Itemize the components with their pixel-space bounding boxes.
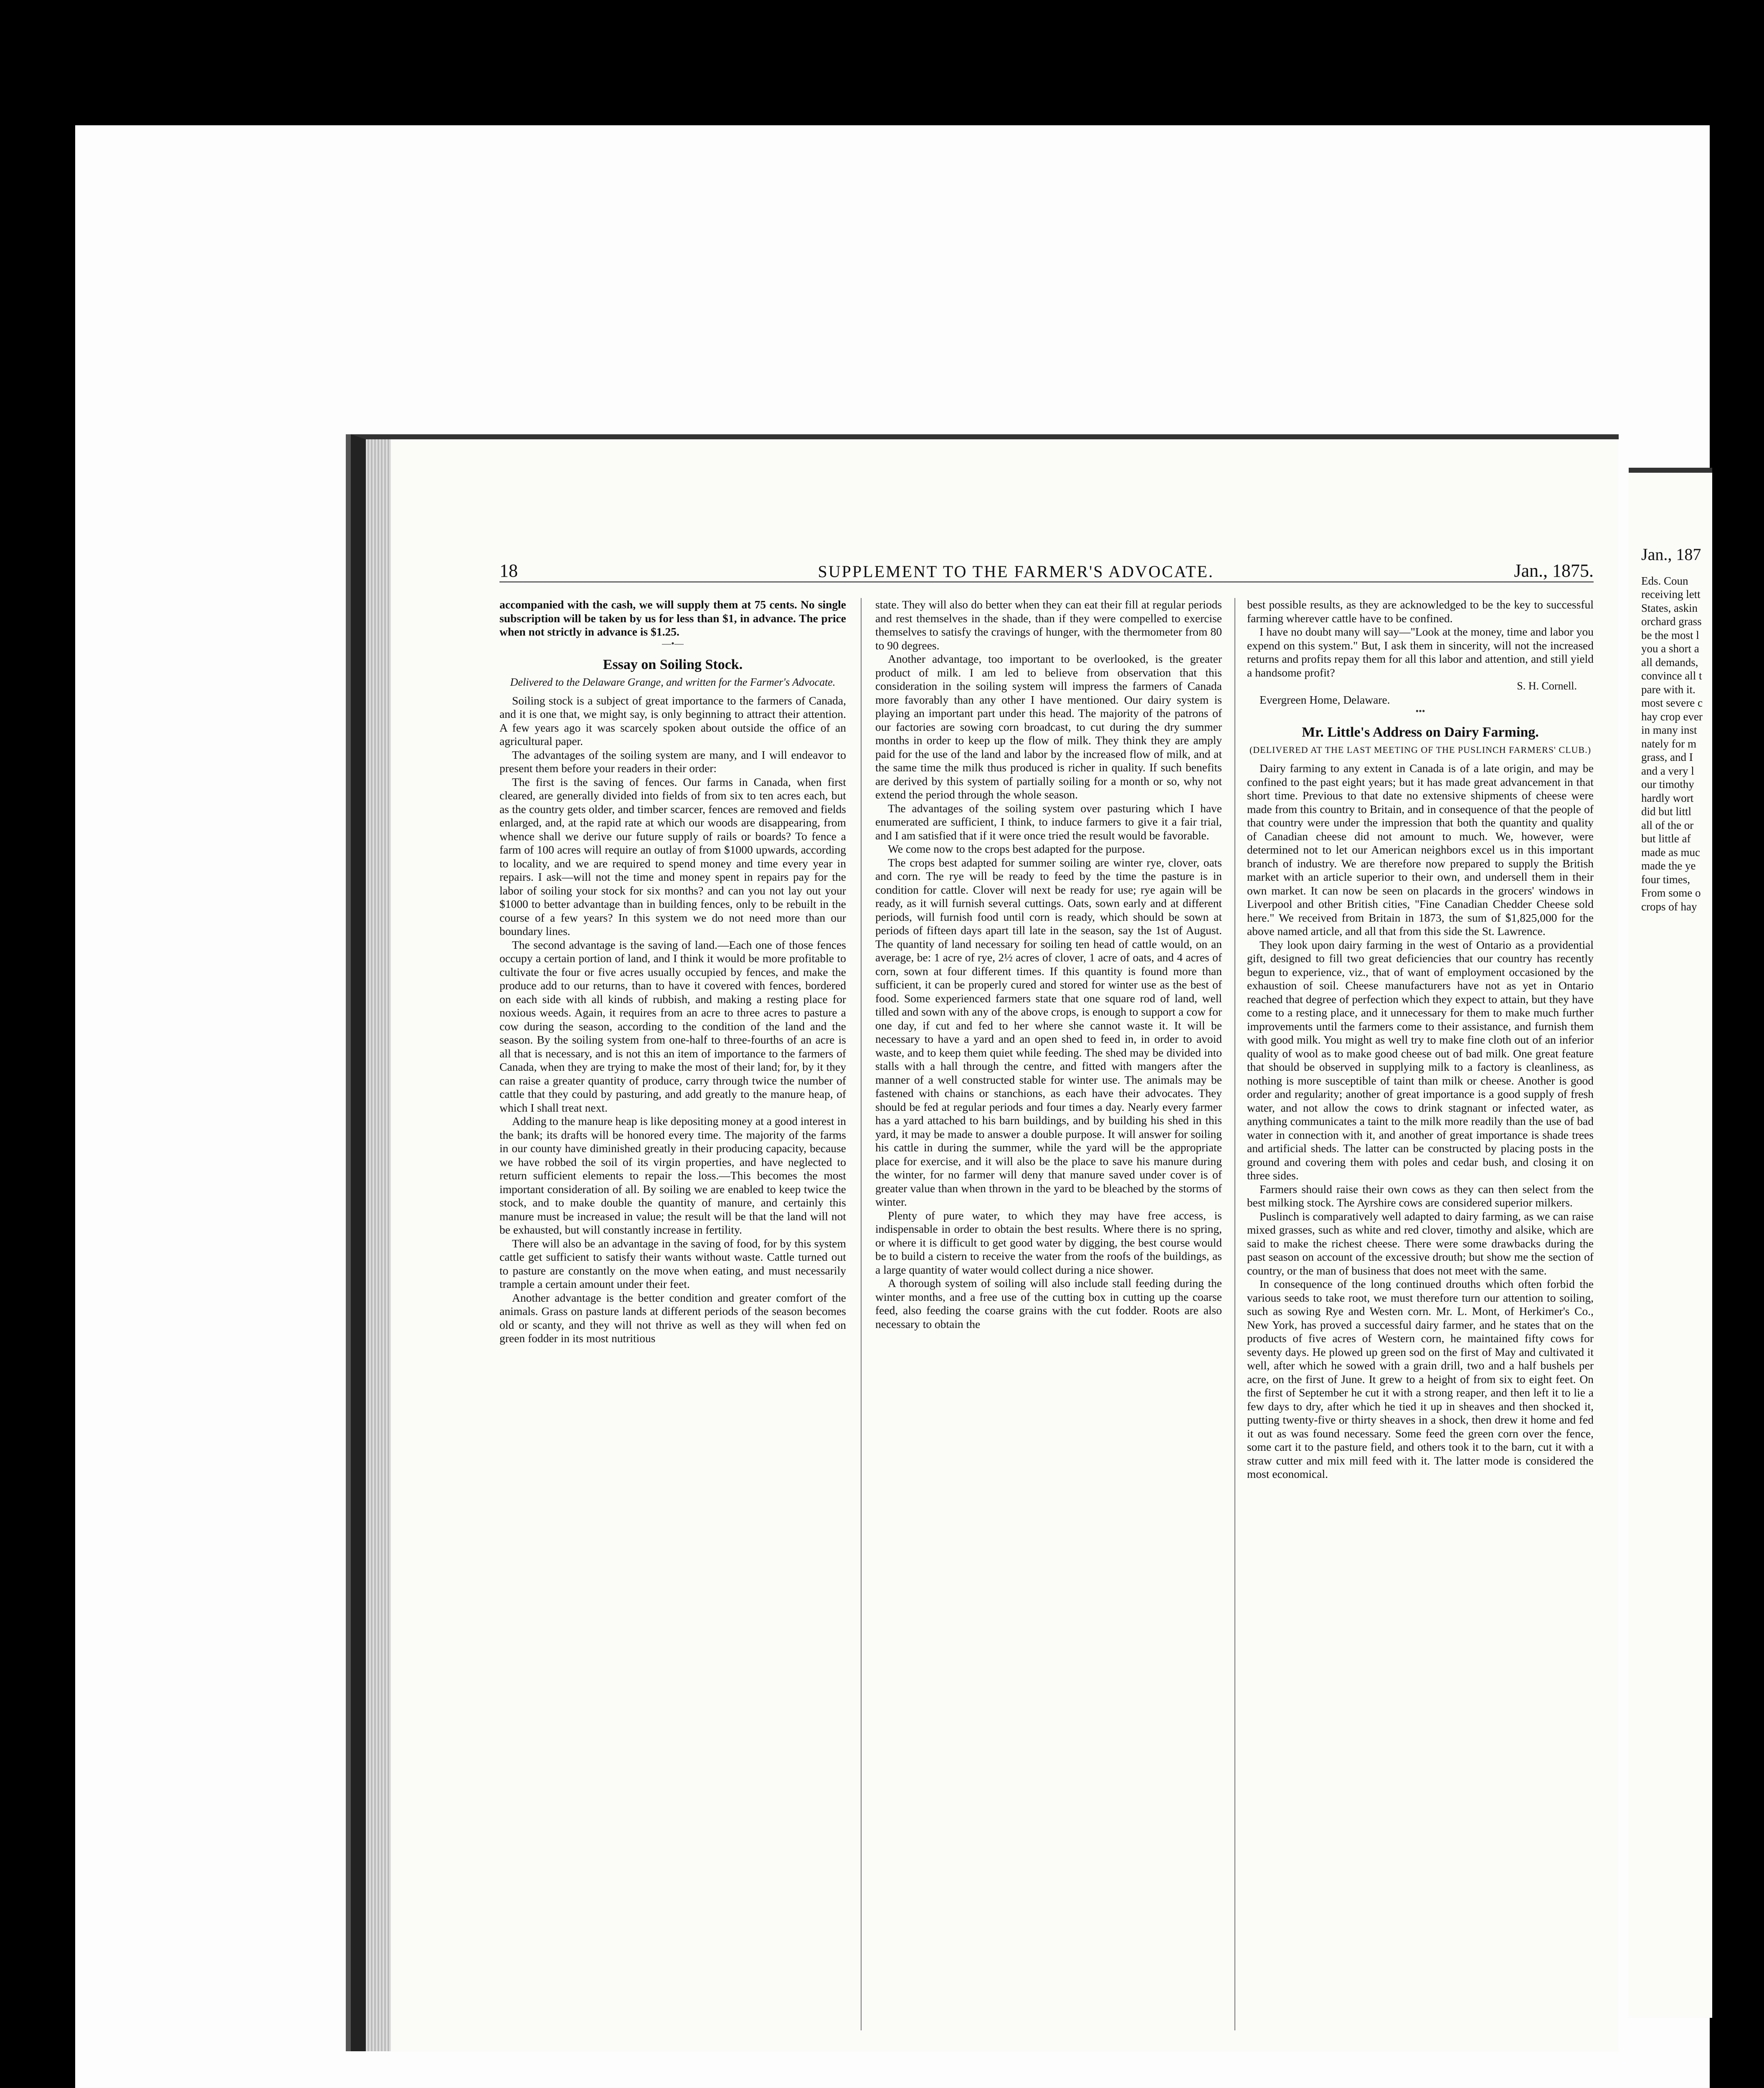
article-subtitle: Delivered to the Delaware Grange, and written for the Farmer's Advocate. <box>510 676 836 688</box>
newspaper-page <box>351 434 1619 2051</box>
issue-date: Jan., 1875. <box>1514 560 1594 581</box>
adjacent-page-line: hay crop ever <box>1641 710 1703 723</box>
adjacent-page-lines <box>1629 574 1712 914</box>
paragraph: The first is the saving of fences. Our farms in Canada, when first cleared, are generally divided into fields of from six to ten acres each, but as the country gets older, and timber scarcer, fences are removed and fields enlarged, and, at the rapid rate at which our woods are disappearing, from whence shall we derive our future supply of rails or boards? To fence a farm of 100 acres will require an outlay of from $1000 upwards, according to locality, and we are required to spend money and time every year in repairs. I ask—will not the time and money spent in repairs pay for the labor of soiling your stock for six months? and can you not lay out your $1000 to better advantage than in building fences, only to be rebuilt in the course of a few years? In this system we do not need more than our boundary lines. <box>499 775 846 938</box>
adjacent-page-line: crops of hay <box>1641 900 1697 913</box>
column-1 <box>499 598 846 2030</box>
article-title: Essay on Soiling Stock. <box>603 656 743 672</box>
adjacent-page-line: four times, <box>1641 873 1690 886</box>
adjacent-page-line: made the ye <box>1641 859 1696 872</box>
adjacent-page-line: orchard grass <box>1641 615 1702 628</box>
paragraph: The second advantage is the saving of land.—Each one of those fences occupy a certain portion of land, and I think it would be more profitable to cultivate the four or five acres usually occupied by fences, and make the produce add to our returns, than to have it covered with fences, bordered on each side with all kinds of rubbish, and making a resting place for noxious weeds. Again, it requires from an acre to three acres to pasture a cow during the season, according to the condition of the land and the season. By the soiling system from one-half to three-fourths of an acre is all that is necessary, and is not this an item of importance to the farmers of Canada, when they are trying to make the most of their land; for, by it they can raise a greater quantity of produce, carry through twice the number of cattle that they could by pasturing, and add greatly to the manure heap, of which I shall treat next. <box>499 938 846 1114</box>
subscription-notice: accompanied with the cash, we will supply them at 75 cents. No single subscription will be taken by us for less than $1, in advance. The price when not strictly in advance is $1.25. <box>499 598 846 638</box>
scan-border-right <box>1710 0 1764 2088</box>
scan-border-left <box>0 0 75 2088</box>
adjacent-page-line: you a short a <box>1641 642 1699 655</box>
paragraph: There will also be an advantage in the saving of food, for by this system cattle get sufficient to satisfy their wants without waste. Cattle turned out to pasture are constantly on the move when eating, and must necessarily trample a certain amount under their feet. <box>499 1237 846 1290</box>
paragraph: Dairy farming to any extent in Canada is of a late origin, and may be confined to the past eight years; but it has made great advancement in that short time. Previous to that date no extensive shipments of cheese were made from this country to Britain, and in consequence of that the people of that country were under the impression that both the quantity and quality of Canadian cheese did not amount to much. We, however, were determined not to let our American neighbors excel us in this important branch of industry. We are therefore now prepared to supply the British market with an article superior to their own, and undersell them in their own market. It can now be seen on placards in the grocers' windows in Liverpool and other British cities, "Fine Canadian Chedder Cheese sold here." We received from Britain in 1873, the sum of $1,825,000 for the above named article, and all that from this side the St. Lawrence. <box>1247 762 1594 938</box>
paragraph: We come now to the crops best adapted for the purpose. <box>888 842 1145 855</box>
paragraph: The crops best adapted for summer soiling are winter rye, clover, oats and corn. The rye will be ready to feed by the time the pasture is in condition for cattle. Clover will next be ready for use; rye again will be ready, as it will furnish several cuttings. Oats, sown early and at different periods, will furnish food until corn is ready, which should be sown at periods of fifteen days apart till late in the season, say the 1st of August. The quantity of land necessary for soiling ten head of cattle would, on an average, be: 1 acre of rye, 2½ acres of clover, 1 acre of oats, and 4 acres of corn, sown at four different times. If this quantity is found more than sufficient, it can be properly cured and stored for winter use as the best of food. Some experienced farmers state that one square rod of land, well tilled and sown with any of the above crops, is enough to support a cow for one day, if cut and fed to her where she cannot waste it. It will be necessary to have a yard and an open shed to feed in, in order to avoid waste, and to keep them quiet while feeding. The shed may be divided into stalls with a hall through the centre, and fitted with mangers after the manner of a well constructed stable for winter use. The animals may be fastened with chains or stanchions, as each have their advocates. They should be fed at regular periods and four times a day. Nearly every farmer has a yard attached to his barn buildings, and by building his shed in this yard, it may be made to answer a double purpose. It will answer for soiling his cattle in during the summer, while the yard will be the appropriate place for exercise, and it will also be the place to save his manure during the winter, for no farmer will deny that manure saved under cover is of greater value than when thrown in the yard to be bleached by the storms of winter. <box>875 856 1222 1208</box>
paragraph: The advantages of the soiling system are many, and I will endeavor to present them before your readers in their order: <box>499 748 846 775</box>
article-title: Mr. Little's Address on Dairy Farming. <box>1302 725 1539 740</box>
adjacent-page-line: grass, and I <box>1641 751 1693 763</box>
adjacent-page-line: convince all t <box>1641 669 1702 682</box>
column-3 <box>1247 598 1594 2030</box>
adjacent-page-header: Jan., 187 <box>1641 545 1701 564</box>
adjacent-page-line: be the most l <box>1641 628 1699 641</box>
page-number: 18 <box>499 560 518 581</box>
paragraph: Adding to the manure heap is like depositing money at a good interest in the bank; its drafts will be honored every time. The majority of the farms in our county have diminished greatly in their producing capacity, because we have robbed the soil of its virgin properties, and have neglected to return sufficient elements to repair the loss.—This becomes the most important consideration of all. By soiling we are enabled to keep twice the stock, and to make double the quantity of manure, and certainly this manure must be increased in value; the result will be that the land will not be exhausted, but will constantly increase in fertility. <box>499 1115 846 1236</box>
adjacent-page-line: all demands, <box>1641 656 1698 669</box>
ornament-divider: —•— <box>662 638 684 649</box>
adjacent-page-line: Eds. Coun <box>1641 574 1688 587</box>
column-rule <box>861 598 862 2030</box>
adjacent-page-line: our timothy <box>1641 778 1694 791</box>
paragraph: state. They will also do better when they can eat their fill at regular periods and rest themselves in the shade, than if they were compelled to exercise themselves to satisfy the cravings of hunger, with the thermometer from 80 to 90 degrees. <box>875 598 1222 652</box>
scan-border-top <box>0 0 1764 125</box>
paragraph: In consequence of the long continued drouths which often forbid the various seeds to take root, we must therefore turn our attention to soiling, such as sowing Rye and Westen corn. Mr. L. Mont, of Herkimer's Co., New York, has proved a successful dairy farmer, and he states that on the products of five acres of Western corn, he maintained fifty cows for seventy days. He plowed up green sod on the first of May and cultivated it well, after which he sowed with a grain drill, two and a half bushels per acre, on the first of June. It grew to a height of from six to eight feet. On the first of September he cut it with a strong reaper, and then left it to lie a few days to dry, after which he tied it up in sheaves and then shocked it, putting twenty-five or thirty sheaves in a shock, then drew it home and fed it out as was found necessary. Some feed the green corn over the fence, some cart it to the pasture field, and others took it to the barn, cut it with a straw cutter and mix mill feed with it. The latter mode is considered the most economical. <box>1247 1277 1594 1480</box>
adjacent-page-line: all of the or <box>1641 818 1694 831</box>
page-edge <box>366 439 391 2051</box>
adjacent-page-line: made as muc <box>1641 846 1700 859</box>
column-rule <box>1234 598 1235 2030</box>
adjacent-page-line: receiving lett <box>1641 588 1701 601</box>
paragraph: best possible results, as they are acknowledged to be the key to successful farming wherever cattle have to be confined. <box>1247 598 1594 625</box>
paragraph: Another advantage is the better condition and greater comfort of the animals. Grass on pasture lands at different periods of the season becomes old or scanty, and they will not thrive as well as they will when fed on green fodder in its most nutritious <box>499 1291 846 1345</box>
publication-title: SUPPLEMENT TO THE FARMER'S ADVOCATE. <box>818 562 1214 581</box>
paragraph: Farmers should raise their own cows as they can then select from the best milking stock. The Ayrshire cows are considered superior milkers. <box>1247 1182 1594 1209</box>
paragraph: Plenty of pure water, to which they may have free access, is indispensable in order to obtain the best results. Where there is no spring, or where it is difficult to get good water by digging, the best course would be to build a cistern to receive the water from the roofs of the buildings, as a large quantity of water would collect during a nice shower. <box>875 1209 1222 1276</box>
paragraph: A thorough system of soiling will also include stall feeding during the winter months, and a free use of the cutting box in cutting up the coarse feed, also feeding the coarse grains with the cut fodder. Roots are also necessary to obtain the <box>875 1277 1222 1330</box>
author-place: Evergreen Home, Delaware. <box>1260 693 1390 706</box>
adjacent-page-line: in many inst <box>1641 724 1697 736</box>
paragraph: They look upon dairy farming in the west of Ontario as a providential gift, designed to fill two great deficiencies that our country has recently begun to experience, viz., that of want of employment occasioned by the exhaustion of soil. Cheese manufacturers have not as yet in Ontario reached that degree of perfection which they expect to attain, but they have come to a resting place, and it unnecessary for them to make much further improvements until the farmers come to their assistance, and furnish them with good milk. You might as well try to make fine cloth out of an inferior quality of wool as to make good cheese out of bad milk. One great feature that should be observed in supplying milk to a factory is cleanliness, as nothing is more susceptible of taint than milk or cheese. Another is good order and regularity; another of great importance is a good supply of fresh water, and not allow the cows to drink stagnant or infected water, as anything communicates a taint to the milk more readily than the use of bad water in connection with it, and another of great importance is shade trees and artificial sheds. The latter can be constructed by placing posts in the ground and covering them with poles and cedar bush, and closing it on three sides. <box>1247 938 1594 1182</box>
column-2 <box>875 598 1222 2030</box>
page-header <box>499 552 1594 583</box>
article-subtitle: (DELIVERED AT THE LAST MEETING OF THE PUSLINCH FARMERS' CLUB.) <box>1249 745 1592 755</box>
adjacent-page-line: hardly wort <box>1641 791 1694 804</box>
paragraph: Soiling stock is a subject of great importance to the farmers of Canada, and it is one that, we might say, is only beginning to attract their attention. A few years ago it was scarcely spoken about outside the office of an agricultural paper. <box>499 694 846 748</box>
adjacent-page-line: nately for m <box>1641 737 1696 750</box>
author-signature: S. H. Cornell. <box>1517 680 1577 692</box>
adjacent-page-line: pare with it. <box>1641 683 1696 696</box>
adjacent-page-line: did but littl <box>1641 805 1692 818</box>
paragraph: I have no doubt many will say—"Look at the money, time and labor you expend on this system." But, I ask them in sincerity, will not the increased returns and profits repay them for all this labor and attention, and still yield a handsome profit? <box>1247 625 1594 679</box>
adjacent-page-fragment <box>1629 468 1712 2018</box>
adjacent-page-line: most severe c <box>1641 697 1703 709</box>
paragraph: The advantages of the soiling system over pasturing which I have enumerated are sufficient, I think, to induce farmers to give it a fair trial, and I am satisfied that if it were once tried the result would be favorable. <box>875 801 1222 842</box>
adjacent-page-line: and a very l <box>1641 764 1694 777</box>
paragraph: Puslinch is comparatively well adapted to dairy farming, as we can raise mixed grasses, such as white and red clover, timothy and alsike, which are said to make the richest cheese. There were some drawbacks during the past season on account of the excessive drouth; but show me the section of country, or the man of business that does not meet with the same. <box>1247 1209 1594 1277</box>
ornament-divider: ••• <box>1415 706 1425 716</box>
paragraph: Another advantage, too important to be overlooked, is the greater product of milk. I am led to believe from observation that this consideration in the soiling system will impress the farmers of Canada more favorably than any other I have mentioned. Our dairy system is playing an important part under this head. The majority of the patrons of our factories are sowing corn broadcast, to cut during the dry summer months in order to keep up the flow of milk. They think they are amply paid for the use of the land and labor by the increased flow of milk, and at the same time the milk thus produced is richer in quality. If such benefits are derived by this system of partially soiling for a month or so, why not extend the period through the whole season. <box>875 652 1222 801</box>
adjacent-page-line: States, askin <box>1641 601 1698 614</box>
adjacent-page-line: but little af <box>1641 832 1691 845</box>
adjacent-page-line: From some o <box>1641 887 1701 899</box>
